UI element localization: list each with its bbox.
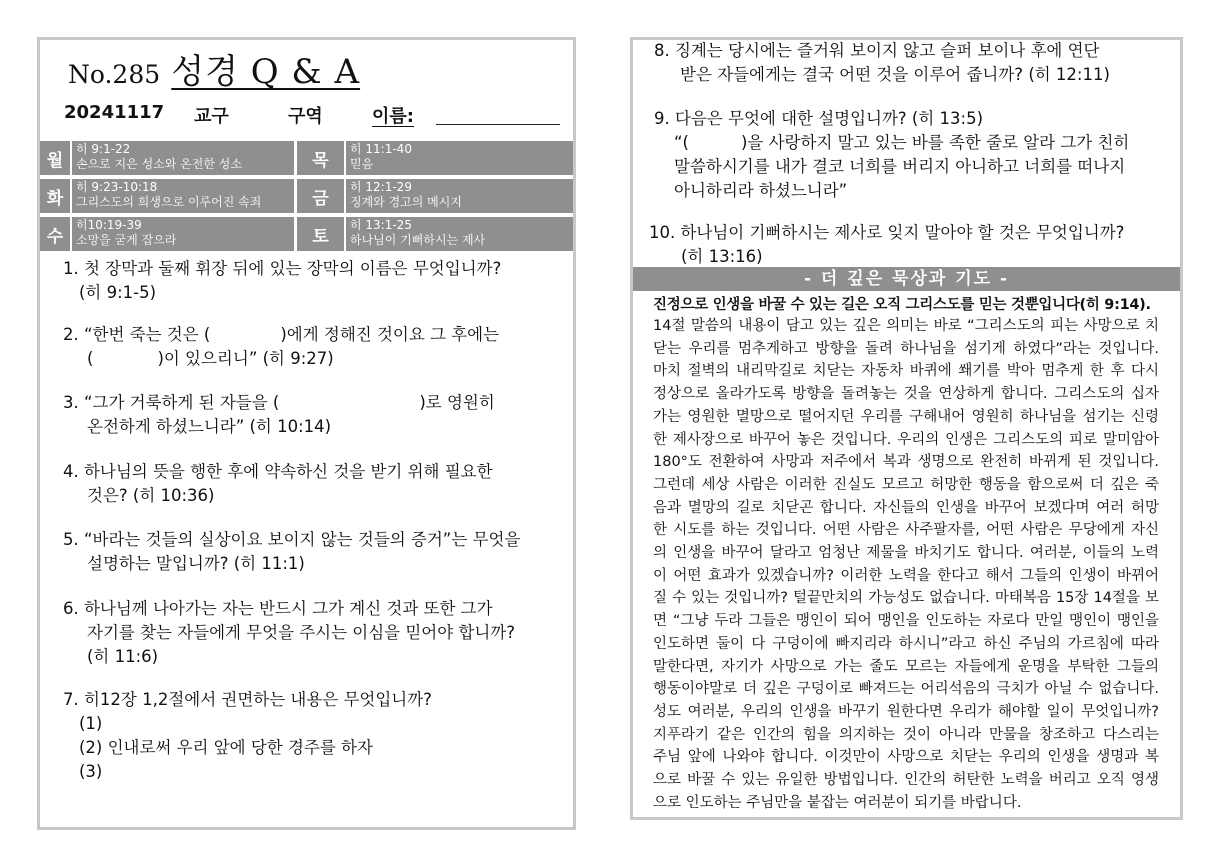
question-text: 아니하리라 하셨느니라” [674, 181, 848, 200]
gyogu-label: 교구 [194, 106, 229, 127]
schedule-topic: 하나님이 기뻐하시는 제사 [350, 233, 486, 247]
schedule-topic: 그리스도의 희생으로 이루어진 속죄 [76, 195, 262, 209]
schedule-ref: 히 13:1-25 [350, 218, 412, 232]
meditation-line: 면 “그냥 두라 그들은 맹인이 되어 맹인을 인도하는 자로다 만일 맹인이 맹인을 [653, 613, 1159, 630]
question-2 [63, 323, 499, 371]
guyeok-label: 구역 [288, 106, 323, 127]
question-text: )로 영원히 [419, 393, 495, 412]
question-text: 4. 하나님의 뜻을 행한 후에 약속하신 것을 받기 위해 필요한 [63, 462, 493, 481]
meditation-line: 지푸라기 같은 인간의 힘을 의지하는 것이 아니라 만물을 창조하고 다스리는 [653, 726, 1159, 743]
question-text: “( [674, 133, 689, 152]
meditation-line: 마치 절벽의 내리막길로 치닫는 자동차 바퀴에 쐐기를 박아 멈추게 한 후 다시 [653, 363, 1159, 380]
meditation-line: 성도 여러분, 우리의 인생을 바꾸기 원한다면 우리가 해야할 일이 무엇입니까? [653, 703, 1159, 720]
question-ref: (히 11:6) [87, 647, 159, 666]
meditation-line: 180°도 전환하여 사망과 저주에서 복과 생명으로 완전히 바뀌게 된 것입니다. [653, 454, 1159, 471]
schedule-ref: 히 9:23-10:18 [76, 180, 158, 194]
issue-number: No.285 [68, 60, 161, 89]
question-text: )을 사랑하지 말고 있는 바를 족한 줄로 알라 그가 친히 [741, 133, 1130, 152]
meditation-line: 정상으로 올라가도록 방향을 돌려놓는 것을 연상하게 합니다. 그리스도의 십자 [653, 386, 1159, 403]
meditation-line: 한 시도를 하는 것입니다. 어떤 사람은 사주팔자를, 어떤 사람은 무당에게 자신 [653, 522, 1159, 539]
date-label: 20241117 [64, 102, 165, 123]
question-text: )이 있으리니” (히 9:27) [157, 349, 334, 368]
schedule-topic: 소망을 굳게 잡으라 [76, 233, 177, 247]
page-title: 성경 Q & A [171, 52, 361, 92]
schedule-ref: 히10:19-39 [76, 218, 142, 232]
left-worksheet-panel [37, 37, 576, 830]
question-10 [649, 221, 1124, 269]
meditation-line: 가는 영원한 멸망으로 떨어지던 우리를 구해내어 영원히 하나님을 섬기는 신령 [653, 408, 1159, 425]
schedule-cell-fri [346, 179, 573, 213]
question-text: ( [87, 349, 94, 368]
meditation-line: 으로 바꿀 수 있는 유일한 방법입니다. 인간의 허탄한 노력을 버리고 오직 영생 [653, 772, 1159, 789]
answer-item-1: (1) [79, 714, 103, 733]
question-ref: (히 13:16) [681, 247, 763, 266]
question-text: 온전하게 하셨느니라” (히 10:14) [87, 417, 332, 436]
question-text: 6. 하나님께 나아가는 자는 반드시 그가 계신 것과 또한 그가 [63, 599, 493, 618]
meditation-line: 으로 인도하는 주님만을 붙잡는 여러분이 되기를 바랍니다. [653, 794, 1022, 811]
meditation-line: 그런데 세상 사람은 이러한 진실도 모르고 허망한 행동을 함으로써 더 깊은 죽 [653, 476, 1159, 493]
schedule-cell-tue [72, 179, 294, 213]
question-text: 7. 히12장 1,2절에서 권면하는 내용은 무엇입니까? [63, 690, 432, 709]
meditation-line: 14절 말씀의 내용이 담고 있는 깊은 의미는 바로 “그리스도의 피는 사망으로 치 [653, 318, 1159, 334]
question-text: 1. 첫 장막과 둘째 휘장 뒤에 있는 장막의 이름은 무엇입니까? [63, 259, 502, 278]
question-text: 받은 자들에게는 결국 어떤 것을 이루어 줍니까? (히 12:11) [680, 65, 1110, 84]
schedule-day-mon: 월 [40, 141, 70, 175]
answer-item-3: (3) [79, 762, 103, 781]
question-5 [63, 528, 520, 576]
worksheet-title [68, 44, 360, 94]
name-label: 이름: [372, 106, 414, 127]
meditation-body [653, 315, 1159, 814]
question-text: 2. “한번 죽는 것은 ( [63, 325, 211, 344]
question-ref: (히 9:1-5) [79, 283, 157, 302]
schedule-cell-wed [72, 217, 294, 251]
schedule-day-wed: 수 [40, 217, 70, 251]
schedule-ref: 히 9:1-22 [76, 142, 131, 156]
info-row [64, 102, 544, 128]
question-1 [63, 257, 501, 305]
reading-schedule [40, 141, 573, 253]
meditation-line: 인도하면 둘이 다 구덩이에 빠지리라 하시니”라고 하신 주님의 가르침에 따라 [653, 635, 1159, 652]
question-text: 3. “그가 거룩하게 된 자들을 ( [63, 393, 280, 412]
question-text: 8. 징계는 당시에는 즐거워 보이지 않고 슬퍼 보이나 후에 연단 [654, 41, 1100, 60]
meditation-line: 음과 멸망의 길로 치닫곤 합니다. 자신들의 인생을 바꾸어 보겠다며 여러 허망 [653, 499, 1159, 516]
schedule-ref: 히 11:1-40 [350, 142, 412, 156]
meditation-line: 질 수 있는 것입니까? 털끝만치의 가능성도 없습니다. 마태복음 15장 14절을 보 [653, 590, 1159, 607]
schedule-day-fri: 금 [297, 179, 344, 213]
schedule-cell-thu [346, 141, 573, 175]
schedule-day-sat: 토 [297, 217, 344, 251]
answer-item-2: (2) 인내로써 우리 앞에 당한 경주를 하자 [79, 738, 373, 757]
question-text: 5. “바라는 것들의 실상이요 보이지 않는 것들의 증거”는 무엇을 [63, 530, 521, 549]
meditation-line: 닫는 우리를 멈추게하고 방향을 돌려 하나님을 섬기게 하였다”라는 것입니다. [653, 340, 1159, 357]
meditation-line: 행동이야말로 더 깊은 구덩이로 빠져드는 어리석음의 극치가 아닐 수 없습니다. [653, 681, 1159, 698]
meditation-lead: 진정으로 인생을 바꿀 수 있는 길은 오직 그리스도를 믿는 것뿐입니다(히 9:14). [653, 297, 1151, 313]
question-8 [654, 39, 1110, 87]
schedule-day-tue: 화 [40, 179, 70, 213]
question-text: 10. 하나님이 기뻐하시는 제사로 잊지 말아야 할 것은 무엇입니까? [649, 223, 1125, 242]
meditation-line: 이 어떤 효과가 있겠습니까? 이러한 노력을 한다고 해서 그들의 인생이 바뀌어 [653, 567, 1159, 584]
schedule-topic: 손으로 지은 성소와 온전한 성소 [76, 157, 242, 171]
question-text: 자기를 찾는 자들에게 무엇을 주시는 이심을 믿어야 합니까? [87, 623, 516, 642]
meditation-line: 주님 앞에 나와야 합니다. 이것만이 사망으로 치닫는 우리의 인생을 생명과 복 [653, 749, 1159, 766]
schedule-day-thu: 목 [297, 141, 344, 175]
name-input-line[interactable] [436, 124, 560, 125]
question-3 [63, 391, 495, 439]
right-worksheet-panel [630, 37, 1183, 820]
meditation-heading: - 더 깊은 묵상과 기도 - [633, 267, 1180, 291]
question-text: 9. 다음은 무엇에 대한 설명입니까? (히 13:5) [654, 109, 984, 128]
question-text: 말씀하시기를 내가 결코 너희를 버리지 아니하고 너희를 떠나지 [674, 157, 1126, 176]
meditation-line: 말한다면, 자기가 사망으로 가는 줄도 모르는 자들에게 운명을 부탁한 그들의 [653, 658, 1159, 675]
question-text: 것은? (히 10:36) [87, 486, 215, 505]
question-4 [63, 460, 493, 508]
schedule-topic: 믿음 [350, 157, 374, 171]
schedule-cell-sat [346, 217, 573, 251]
meditation-line: 의 인생을 바꾸어 달라고 엄청난 제물을 바치기도 합니다. 여러분, 이들의 노력 [653, 545, 1159, 562]
schedule-cell-mon [72, 141, 294, 175]
question-9 [654, 107, 1179, 203]
question-6 [63, 597, 515, 669]
schedule-topic: 징계와 경고의 메시지 [350, 195, 462, 209]
meditation-line: 한 제사장으로 바꾸어 놓은 것입니다. 우리의 인생은 그리스도의 피로 말미암아 [653, 431, 1159, 448]
question-text: )에게 정해진 것이요 그 후에는 [280, 325, 500, 344]
question-text: 설명하는 말입니까? (히 11:1) [87, 554, 305, 573]
question-7 [63, 688, 432, 784]
schedule-ref: 히 12:1-29 [350, 180, 412, 194]
